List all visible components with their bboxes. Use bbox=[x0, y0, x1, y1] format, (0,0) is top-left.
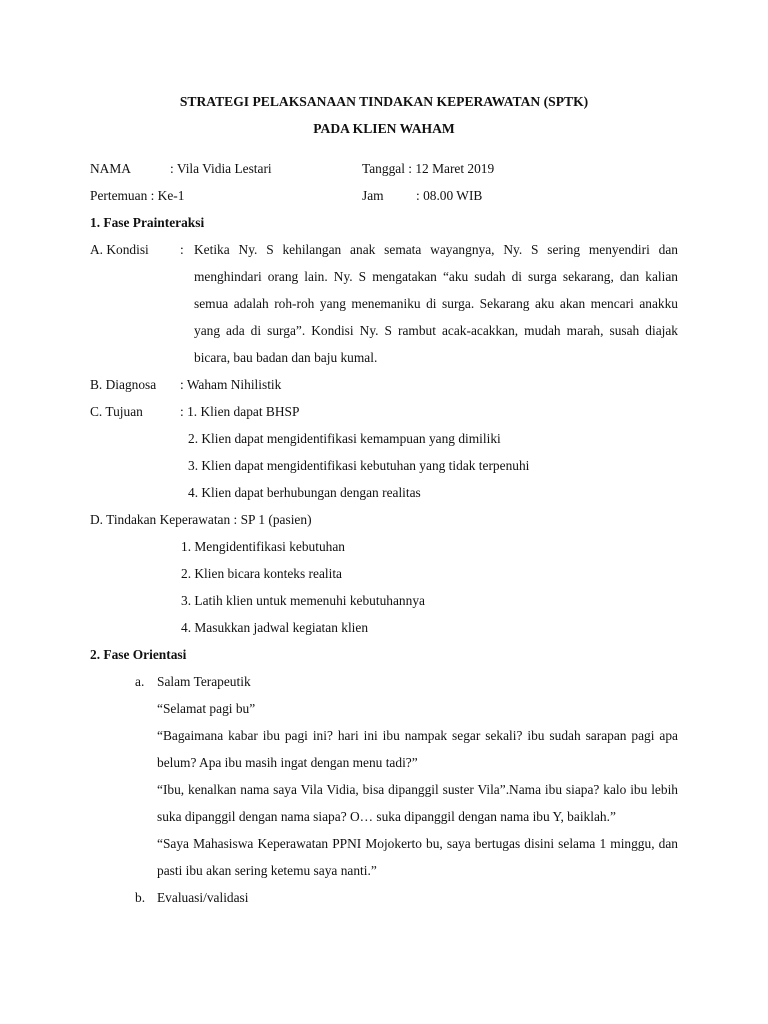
dialogue-quote: “Selamat pagi bu” bbox=[157, 701, 256, 716]
list-marker: a. bbox=[135, 674, 145, 689]
section-heading-prainteraksi: 1. Fase Prainteraksi bbox=[90, 215, 205, 230]
diagnosa-row bbox=[90, 371, 678, 398]
diagnosa-value: : Waham Nihilistik bbox=[180, 377, 282, 392]
subsection-label: Evaluasi/validasi bbox=[157, 890, 249, 905]
tindakan-item: 3. Latih klien untuk memenuhi kebutuhannya bbox=[181, 593, 425, 608]
tindakan-label: D. Tindakan Keperawatan : SP 1 (pasien) bbox=[90, 512, 312, 527]
tindakan-item: 2. Klien bicara konteks realita bbox=[181, 566, 342, 581]
info-row-2 bbox=[90, 182, 678, 209]
tanggal-field: Tanggal : 12 Maret 2019 bbox=[362, 161, 495, 176]
tujuan-item: 2. Klien dapat mengidentifikasi kemampuan yang dimiliki bbox=[188, 431, 501, 446]
dialogue-quote: “Bagaimana kabar ibu pagi ini? hari ini ibu nampak segar sekali? ibu sudah sarapan pagi apa belum? Apa ibu masih ingat dengan menu tadi?” bbox=[157, 728, 678, 770]
tujuan-label: C. Tujuan bbox=[90, 404, 143, 419]
subsection-salam bbox=[90, 668, 678, 695]
nama-value: : Vila Vidia Lestari bbox=[170, 161, 272, 176]
nama-label: NAMA bbox=[90, 161, 131, 176]
section-heading-orientasi: 2. Fase Orientasi bbox=[90, 647, 187, 662]
subsection-evaluasi bbox=[90, 884, 678, 911]
jam-label: Jam bbox=[362, 188, 384, 203]
kondisi-section bbox=[90, 236, 678, 371]
tindakan-item: 1. Mengidentifikasi kebutuhan bbox=[181, 539, 346, 554]
tujuan-item: 4. Klien dapat berhubungan dengan realitas bbox=[188, 485, 421, 500]
tujuan-item: 3. Klien dapat mengidentifikasi kebutuhan yang tidak terpenuhi bbox=[188, 458, 530, 473]
diagnosa-label: B. Diagnosa bbox=[90, 377, 157, 392]
tindakan-item: 4. Masukkan jadwal kegiatan klien bbox=[181, 620, 369, 635]
document-body bbox=[90, 155, 678, 911]
dialogue-quote: “Ibu, kenalkan nama saya Vila Vidia, bisa dipanggil suster Vila”.Nama ibu siapa? kalo ibu lebih suka dipanggil dengan nama siapa? O… suka dipanggil dengan nama ibu Y, baiklah.” bbox=[157, 782, 678, 824]
document-title: STRATEGI PELAKSANAAN TINDAKAN KEPERAWATAN (SPTK) bbox=[179, 94, 589, 109]
tujuan-item: : 1. Klien dapat BHSP bbox=[180, 404, 300, 419]
jam-value: : 08.00 WIB bbox=[416, 188, 483, 203]
kondisi-label: A. Kondisi bbox=[90, 242, 149, 257]
info-row-1 bbox=[90, 155, 678, 182]
pertemuan-field: Pertemuan : Ke-1 bbox=[90, 188, 185, 203]
document-subtitle: PADA KLIEN WAHAM bbox=[313, 121, 455, 136]
kondisi-text: Ketika Ny. S kehilangan anak semata wayangnya, Ny. S sering menyendiri dan menghindari orang lain. Ny. S mengatakan “aku sudah di surga sekarang, dan kalian semua adalah roh-roh yang menemaniku di surga. Sekarang aku akan mencari anakku yang ada di surga”. Kondisi Ny. S rambut acak-acakkan, mudah marah, susah diajak bicara, bau badan dan baju kumal. bbox=[194, 242, 678, 365]
dialogue-quote: “Saya Mahasiswa Keperawatan PPNI Mojokerto bu, saya bertugas disini selama 1 minggu, dan pasti ibu akan sering ketemu saya nanti.” bbox=[157, 836, 678, 878]
tujuan-row bbox=[90, 398, 678, 425]
subsection-label: Salam Terapeutik bbox=[157, 674, 251, 689]
kondisi-colon: : bbox=[180, 242, 184, 257]
list-marker: b. bbox=[135, 890, 146, 905]
